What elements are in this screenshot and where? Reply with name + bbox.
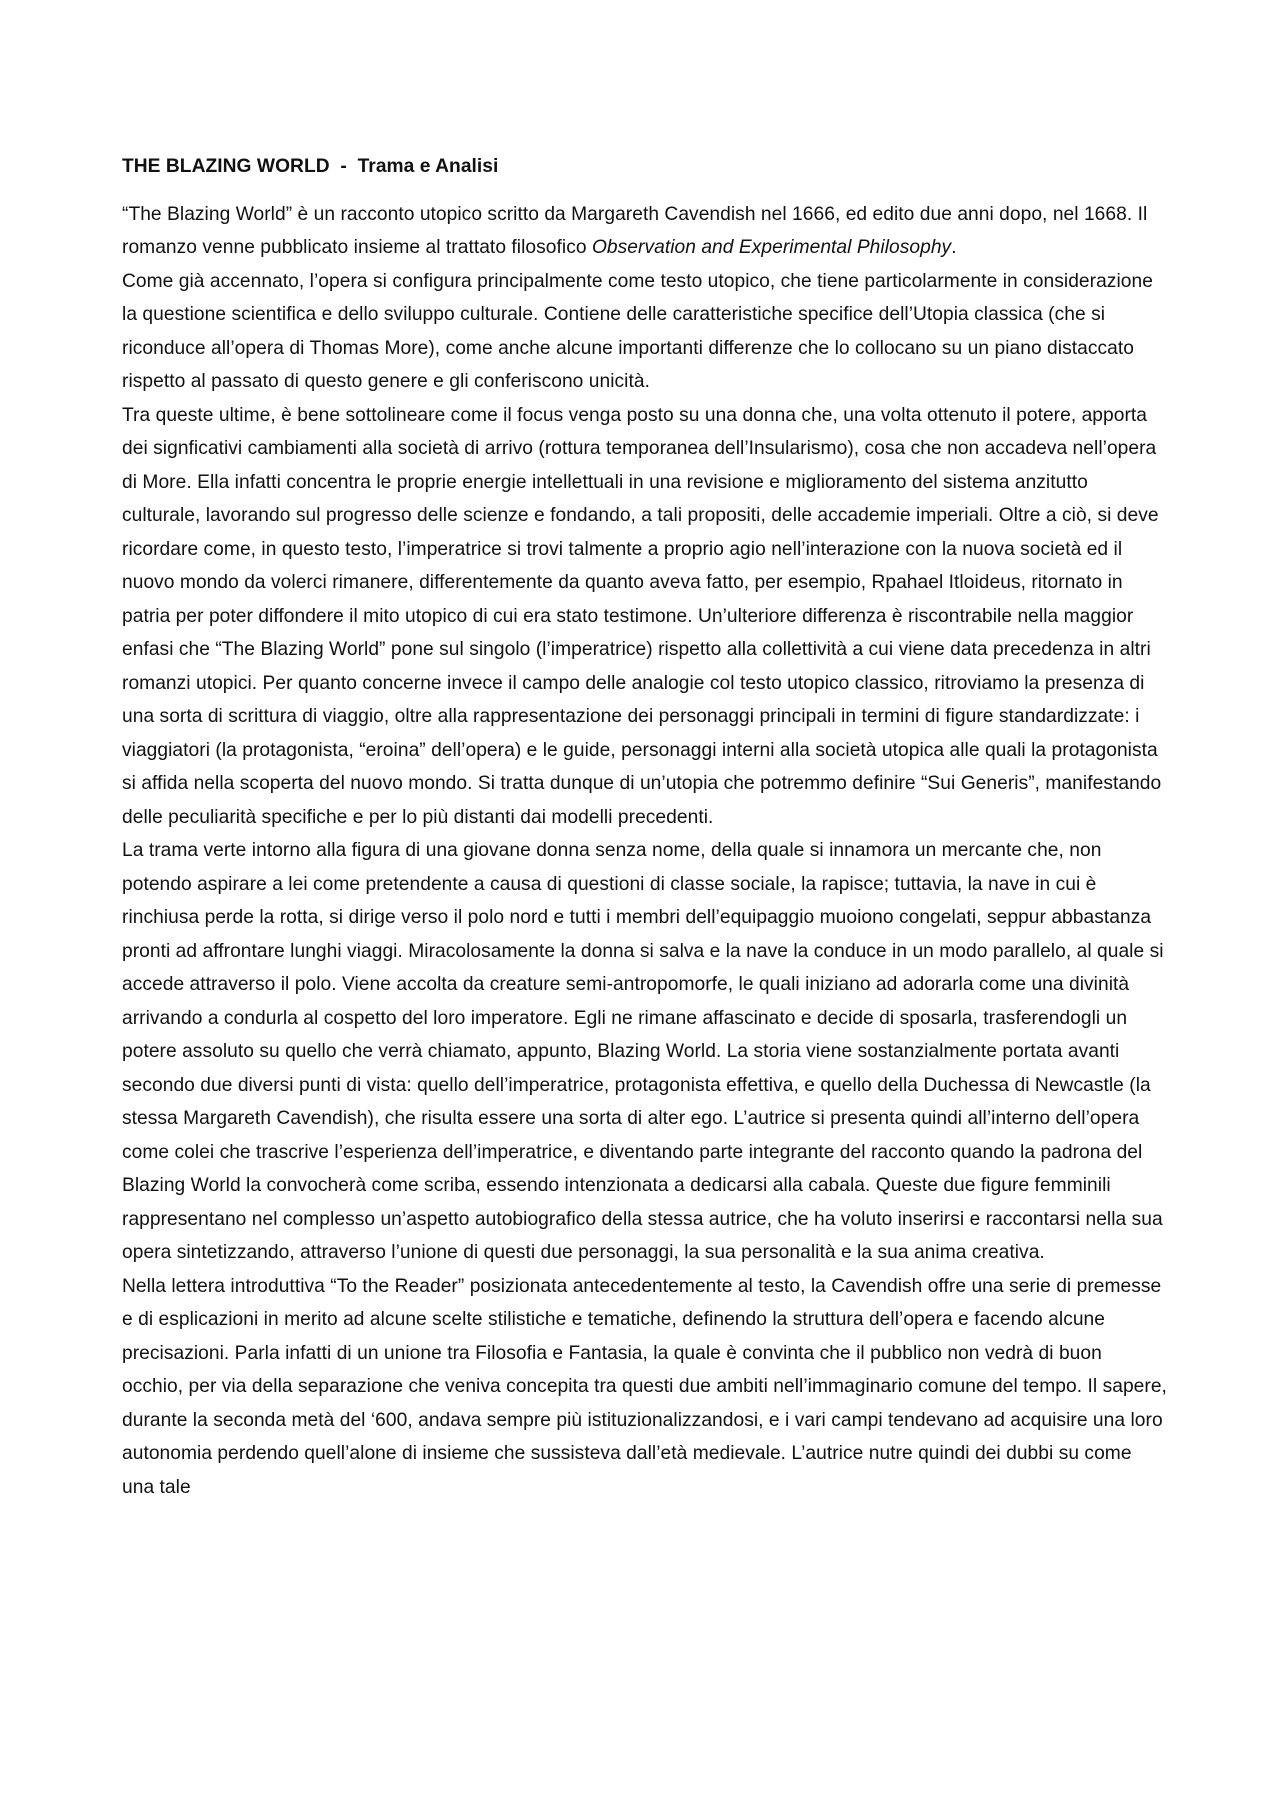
paragraph-plot: La trama verte intorno alla figura di una giovane donna senza nome, della quale si innamora un mercante che, non potendo aspirare a lei come pretendente a causa di questioni di classe sociale, la rapisce; tuttavia, la nave in cui è rinchiusa perde la rotta, si dirige verso il polo nord e tutti i membri dell’equipaggio muoiono congelati, seppur abbastanza pronti ad affrontare lunghi viaggi. Miracolosamente la donna si salva e la nave la conduce in un modo parallelo, al quale si accede attraverso il polo. Viene accolta da creature semi-antropomorfe, le quali iniziano ad adorarla come una divinità arrivando a condurla al cospetto del loro imperatore. Egli ne rimane affascinato e decide di sposarla, trasferendogli un potere assoluto su quello che verrà chiamato, appunto, Blazing World. La storia viene sostanzialmente portata avanti secondo due diversi punti di vista: quello dell’imperatrice, protagonista effettiva, e quello della Duchessa di Newcastle (la stessa Margareth Cavendish), che risulta essere una sorta di alter ego. L’autrice si presenta quindi all’interno dell’opera come colei che trascrive l’esperienza dell’imperatrice, e diventando parte integrante del racconto quando la padrona del Blazing World la convocherà come scriba, essendo intenzionata a dedicarsi alla cabala. Queste due figure femminili rappresentano nel complesso un’aspetto autobiografico della stessa autrice, che ha voluto inserirsi e raccontarsi nella sua opera sintetizzando, attraverso l’unione di questi due personaggi, la sua personalità e la sua anima creativa.: [122, 840, 1164, 1263]
document-body: [122, 198, 1167, 1505]
paragraph-intro-text: “The Blazing World” è un racconto utopico scritto da Margareth Cavendish nel 1666, ed edito due anni dopo, nel 1668. Il romanzo venne pubblicato insieme al trattato filosofico: [122, 203, 1148, 258]
paragraph-letter: Nella lettera introduttiva “To the Reader” posizionata antecedentemente al testo, la Cavendish offre una serie di premesse e di esplicazioni in merito ad alcune scelte stilistiche e tematiche, definendo la struttura dell’opera e facendo alcune precisazioni. Parla infatti di un unione tra Filosofia e Fantasia, la quale è convinta che il pubblico non vedrà di buon occhio, per via della separazione che veniva concepita tra questi due ambiti nell’immaginario comune del tempo. Il sapere, durante la seconda metà del ‘600, andava sempre più istituzionalizzandosi, e i vari campi tendevano ad acquisire una loro autonomia perdendo quell’alone di insieme che sussisteva dall’età medievale. L’autrice nutre quindi dei dubbi su come una tale: [122, 1275, 1167, 1498]
paragraph-intro: [122, 198, 1167, 265]
document-title: THE BLAZING WORLD - Trama e Analisi: [122, 156, 499, 177]
italic-work-title: Observation and Experimental Philosophy: [591, 237, 952, 258]
paragraph-intro-end: .: [951, 237, 957, 258]
document-page: [122, 150, 1167, 1504]
paragraph-differences: Tra queste ultime, è bene sottolineare come il focus venga posto su una donna che, una volta ottenuto il potere, apporta dei signficativi cambiamenti alla società di arrivo (rottura temporanea dell’Insularismo), cosa che non accadeva nell’opera di More. Ella infatti concentra le proprie energie intellettuali in una revisione e miglioramento del sistema anzitutto culturale, lavorando sul progresso delle scienze e fondando, a tali propositi, delle accademie imperiali. Oltre a ciò, si deve ricordare come, in questo testo, l’imperatrice si trovi talmente a proprio agio nell’interazione con la nuova società ed il nuovo mondo da volerci rimanere, differentemente da quanto aveva fatto, per esempio, Rpahael Itloideus, ritornato in patria per poter diffondere il mito utopico di cui era stato testimone. Un’ulteriore differenza è riscontrabile nella maggior enfasi che “The Blazing World” pone sul singolo (l’imperatrice) rispetto alla collettività a cui viene data precedenza in altri romanzi utopici. Per quanto concerne invece il campo delle analogie col testo utopico classico, ritroviamo la presenza di una sorta di scrittura di viaggio, oltre alla rappresentazione dei personaggi principali in termini di figure standardizzate: i viaggiatori (la protagonista, “eroina” dell’opera) e le guide, personaggi interni alla società utopica alle quali la protagonista si affida nella scoperta del nuovo mondo. Si tratta dunque di un’utopia che potremmo definire “Sui Generis”, manifestando delle peculiarità specifiche e per lo più distanti dai modelli precedenti.: [122, 404, 1162, 828]
paragraph-utopia: Come già accennato, l’opera si configura principalmente come testo utopico, che tiene particolarmente in considerazione la questione scientifica e dello sviluppo culturale. Contiene delle caratteristiche specifice dell’Utopia classica (che si riconduce all’opera di Thomas More), come anche alcune importanti differenze che lo collocano su un piano distaccato rispetto al passato di questo genere e gli conferiscono unicità.: [122, 270, 1153, 392]
